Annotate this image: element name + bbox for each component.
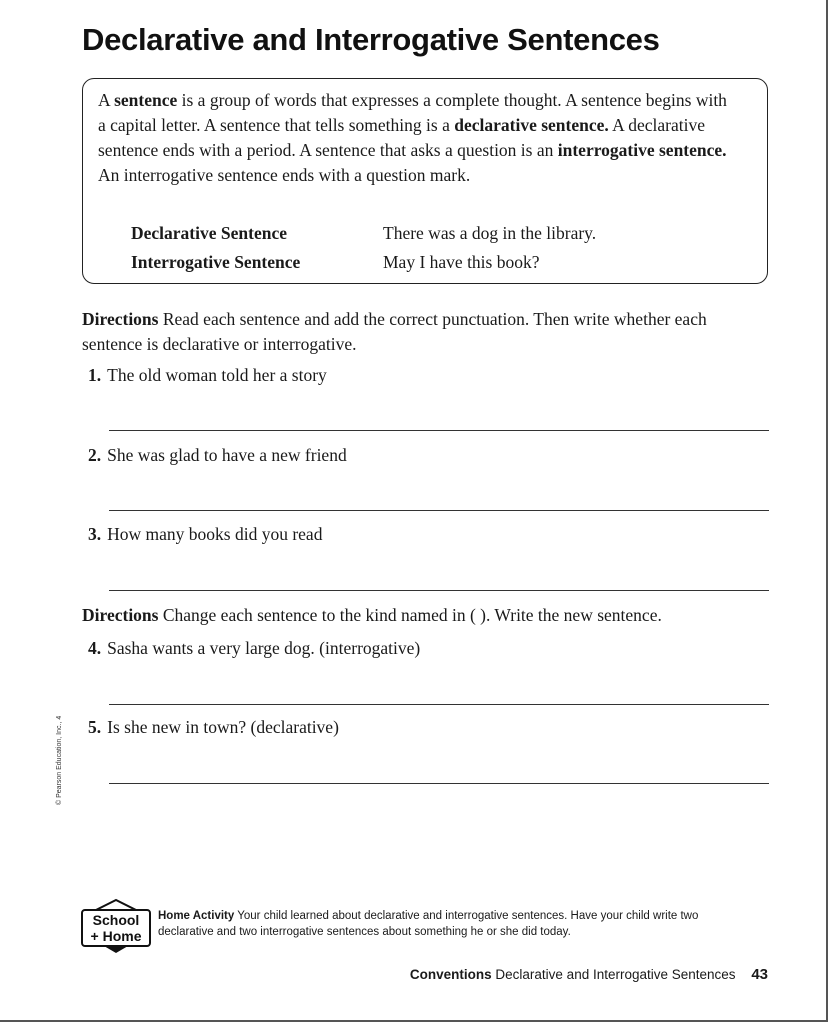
item-number: 4. <box>88 638 102 658</box>
directions-2 <box>82 603 762 628</box>
term-sentence: sentence <box>114 90 178 110</box>
item-text: The old woman told her a story <box>107 365 327 385</box>
answer-line-1[interactable] <box>109 430 769 431</box>
exercise-item-1 <box>88 365 327 386</box>
item-text: How many books did you read <box>107 524 323 544</box>
definition-segment: is a group of words that expresses a complete thought. A sentence begins with a capital letter. A sentence that tells something is a <box>98 90 727 135</box>
answer-line-2[interactable] <box>109 510 769 511</box>
exercise-item-3 <box>88 524 322 545</box>
definition-segment: A <box>98 90 115 110</box>
page-footer <box>410 966 768 983</box>
definition-segment: An interrogative sentence ends with a question mark. <box>98 165 471 185</box>
home-activity-note <box>158 908 738 940</box>
definition-segment: A declarative sentence ends with a period. A sentence that asks a question is an <box>98 115 705 160</box>
page-number: 43 <box>751 966 768 983</box>
directions-text: Change each sentence to the kind named in ( ). Write the new sentence. <box>162 605 662 625</box>
page-title: Declarative and Interrogative Sentences <box>82 22 660 57</box>
answer-line-5[interactable] <box>109 783 769 784</box>
definition-text <box>98 88 738 188</box>
exercise-item-5 <box>88 717 339 738</box>
directions-label: Directions <box>82 309 159 329</box>
school-home-logo-icon <box>80 896 152 954</box>
item-text: She was glad to have a new friend <box>107 445 347 465</box>
example-value: May I have this book? <box>383 252 540 272</box>
home-activity-label: Home Activity <box>158 910 235 922</box>
item-number: 3. <box>88 524 102 544</box>
item-number: 2. <box>88 445 102 465</box>
answer-line-3[interactable] <box>109 590 769 591</box>
term-declarative: declarative sentence. <box>454 115 609 135</box>
directions-label: Directions <box>82 605 159 625</box>
footer-topic: Declarative and Interrogative Sentences <box>495 967 736 982</box>
logo-line-2: + Home <box>90 928 142 944</box>
home-activity-text: Your child learned about declarative and interrogative sentences. Have your child write two declarative and two interrogative sentences about something he or she did today. <box>158 910 699 938</box>
example-label: Interrogative Sentence <box>131 252 301 272</box>
logo-line-1: School <box>92 912 140 928</box>
term-interrogative: interrogative sentence. <box>557 140 727 160</box>
item-number: 5. <box>88 717 102 737</box>
exercise-item-4 <box>88 638 420 659</box>
item-text: Is she new in town? (declarative) <box>107 717 339 737</box>
example-label: Declarative Sentence <box>131 223 287 243</box>
directions-1 <box>82 307 762 357</box>
copyright-credit: © Pearson Education, Inc., 4 <box>56 715 63 805</box>
example-value: There was a dog in the library. <box>383 223 597 243</box>
directions-text: Read each sentence and add the correct punctuation. Then write whether each sentence is declarative or interrogative. <box>82 309 707 354</box>
footer-section: Conventions <box>409 967 492 982</box>
answer-line-4[interactable] <box>109 704 769 705</box>
item-number: 1. <box>88 365 102 385</box>
exercise-item-2 <box>88 445 347 466</box>
definition-box <box>82 78 768 284</box>
item-text: Sasha wants a very large dog. (interrogative) <box>107 638 421 658</box>
